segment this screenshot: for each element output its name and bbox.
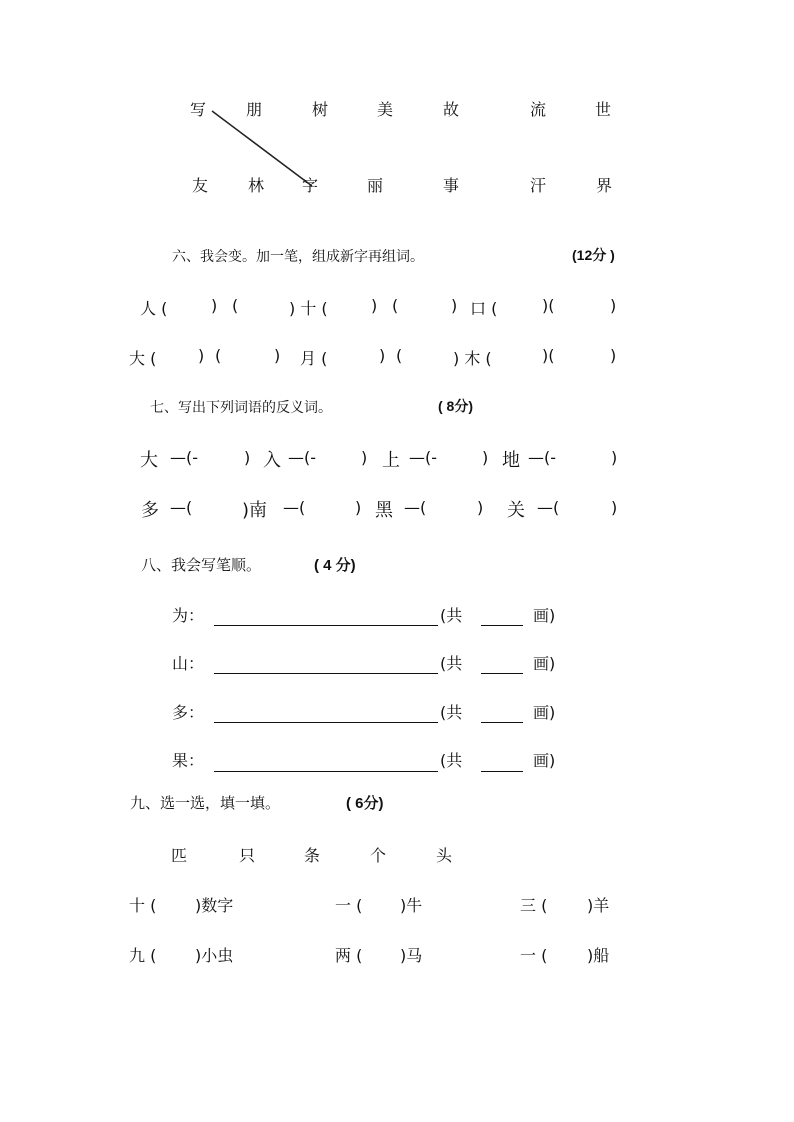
word-char: 地 (502, 450, 520, 471)
section-6-score: (12分 ) (572, 247, 615, 263)
dash-paren: —(- (288, 448, 317, 467)
measure-word-option: 只 (239, 846, 256, 865)
match-top-char[interactable]: 树 (312, 100, 329, 119)
paren-text: ) (274, 346, 281, 365)
fill-prefix: 一 ( (335, 896, 363, 915)
paren-close: ) (477, 498, 484, 517)
paren-text: ) (379, 346, 386, 365)
stroke-char: 果： (172, 751, 205, 770)
stroke-count-blank[interactable] (481, 673, 523, 674)
stroke-count-open: (共 (440, 606, 463, 625)
dash-paren: —(- (409, 448, 438, 467)
stroke-count-close: 画) (533, 654, 556, 673)
paren-text: ( (232, 296, 239, 315)
section-9-title: 九、选一选，填一填。 (130, 794, 281, 812)
dash-paren: —(- (528, 448, 557, 467)
paren-text: 人 ( (140, 299, 168, 318)
stroke-count-close: 画) (533, 751, 556, 770)
dash-paren: —( (283, 498, 306, 517)
match-bottom-char[interactable]: 汗 (530, 176, 547, 195)
fill-suffix: )数字 (195, 896, 234, 915)
fill-prefix: 一 ( (520, 946, 548, 965)
section-8-score: ( 4 分) (314, 557, 356, 574)
paren-close: ) (482, 448, 489, 467)
measure-word-option: 个 (370, 846, 387, 865)
stroke-count-close: 画) (533, 703, 556, 722)
match-top-char[interactable]: 世 (595, 100, 612, 119)
match-top-char[interactable]: 流 (530, 100, 547, 119)
stroke-char: 山： (172, 654, 205, 673)
section-8-title: 八、我会写笔顺。 (141, 556, 262, 574)
fill-suffix: )小虫 (195, 946, 234, 965)
measure-word-option: 头 (436, 846, 453, 865)
stroke-count-open: (共 (440, 703, 463, 722)
match-bottom-char[interactable]: 友 (192, 176, 209, 195)
section-7-score: ( 8分) (438, 398, 473, 414)
paren-text: )( (542, 346, 555, 365)
paren-text: ) 木 ( (453, 349, 492, 368)
paren-text: ) (610, 296, 617, 315)
paren-text: ( (215, 346, 222, 365)
stroke-count-blank[interactable] (481, 625, 523, 626)
paren-text: ( (392, 296, 399, 315)
paren-close: ) (611, 448, 618, 467)
fill-prefix: 两 ( (335, 946, 363, 965)
fill-suffix: )马 (400, 946, 423, 965)
stroke-order-blank[interactable] (214, 722, 438, 723)
paren-text: )( (542, 296, 555, 315)
paren-text: 大 ( (129, 349, 157, 368)
paren-close: ) (361, 448, 368, 467)
paren-text: ) (451, 296, 458, 315)
paren-text: 月 ( (300, 349, 328, 368)
stroke-order-blank[interactable] (214, 625, 438, 626)
match-bottom-char[interactable]: 丽 (367, 176, 384, 195)
paren-close: )南 (242, 500, 268, 521)
paren-text: ( (396, 346, 403, 365)
paren-close: ) (611, 498, 618, 517)
match-bottom-char[interactable]: 林 (248, 176, 265, 195)
match-bottom-char[interactable]: 字 (302, 176, 319, 195)
fill-suffix: )羊 (587, 896, 610, 915)
paren-close: ) (355, 498, 362, 517)
section-6-title: 六、我会变。加一笔，组成新字再组词。 (172, 249, 424, 265)
dash-paren: —( (404, 498, 427, 517)
fill-prefix: 十 ( (129, 896, 157, 915)
dash-paren: —( (537, 498, 560, 517)
dash-paren: —( (170, 498, 193, 517)
stroke-count-blank[interactable] (481, 771, 523, 772)
word-char: 入 (263, 450, 281, 471)
stroke-count-close: 画) (533, 606, 556, 625)
word-char: 大 (140, 450, 158, 471)
fill-prefix: 三 ( (520, 896, 548, 915)
measure-word-option: 条 (304, 846, 321, 865)
stroke-order-blank[interactable] (214, 771, 438, 772)
match-top-char[interactable]: 朋 (246, 100, 263, 119)
match-bottom-char[interactable]: 事 (443, 176, 460, 195)
dash-paren: —(- (170, 448, 199, 467)
word-char: 多 (141, 500, 159, 521)
stroke-count-open: (共 (440, 654, 463, 673)
stroke-char: 为： (172, 606, 205, 625)
paren-text: ) (198, 346, 205, 365)
stroke-order-blank[interactable] (214, 673, 438, 674)
paren-text: ) (371, 296, 378, 315)
fill-suffix: )牛 (400, 896, 423, 915)
paren-text: 口 ( (470, 299, 498, 318)
stroke-char: 多： (172, 703, 205, 722)
fill-prefix: 九 ( (129, 946, 157, 965)
paren-text: ) 十 ( (289, 299, 328, 318)
stroke-count-open: (共 (440, 751, 463, 770)
word-char: 上 (382, 450, 400, 471)
paren-text: ) (211, 296, 218, 315)
paren-close: ) (244, 448, 251, 467)
word-char: 关 (507, 500, 525, 521)
stroke-count-blank[interactable] (481, 722, 523, 723)
match-top-char[interactable]: 美 (377, 100, 394, 119)
word-char: 黑 (375, 500, 393, 521)
section-9-score: ( 6分) (346, 795, 384, 812)
match-top-char[interactable]: 写 (190, 100, 207, 119)
match-bottom-char[interactable]: 界 (596, 176, 613, 195)
paren-text: ) (610, 346, 617, 365)
section-7-title: 七、写出下列词语的反义词。 (150, 400, 332, 416)
match-top-char[interactable]: 故 (443, 100, 460, 119)
match-connector-line (0, 0, 794, 220)
measure-word-option: 匹 (171, 846, 188, 865)
fill-suffix: )船 (587, 946, 610, 965)
